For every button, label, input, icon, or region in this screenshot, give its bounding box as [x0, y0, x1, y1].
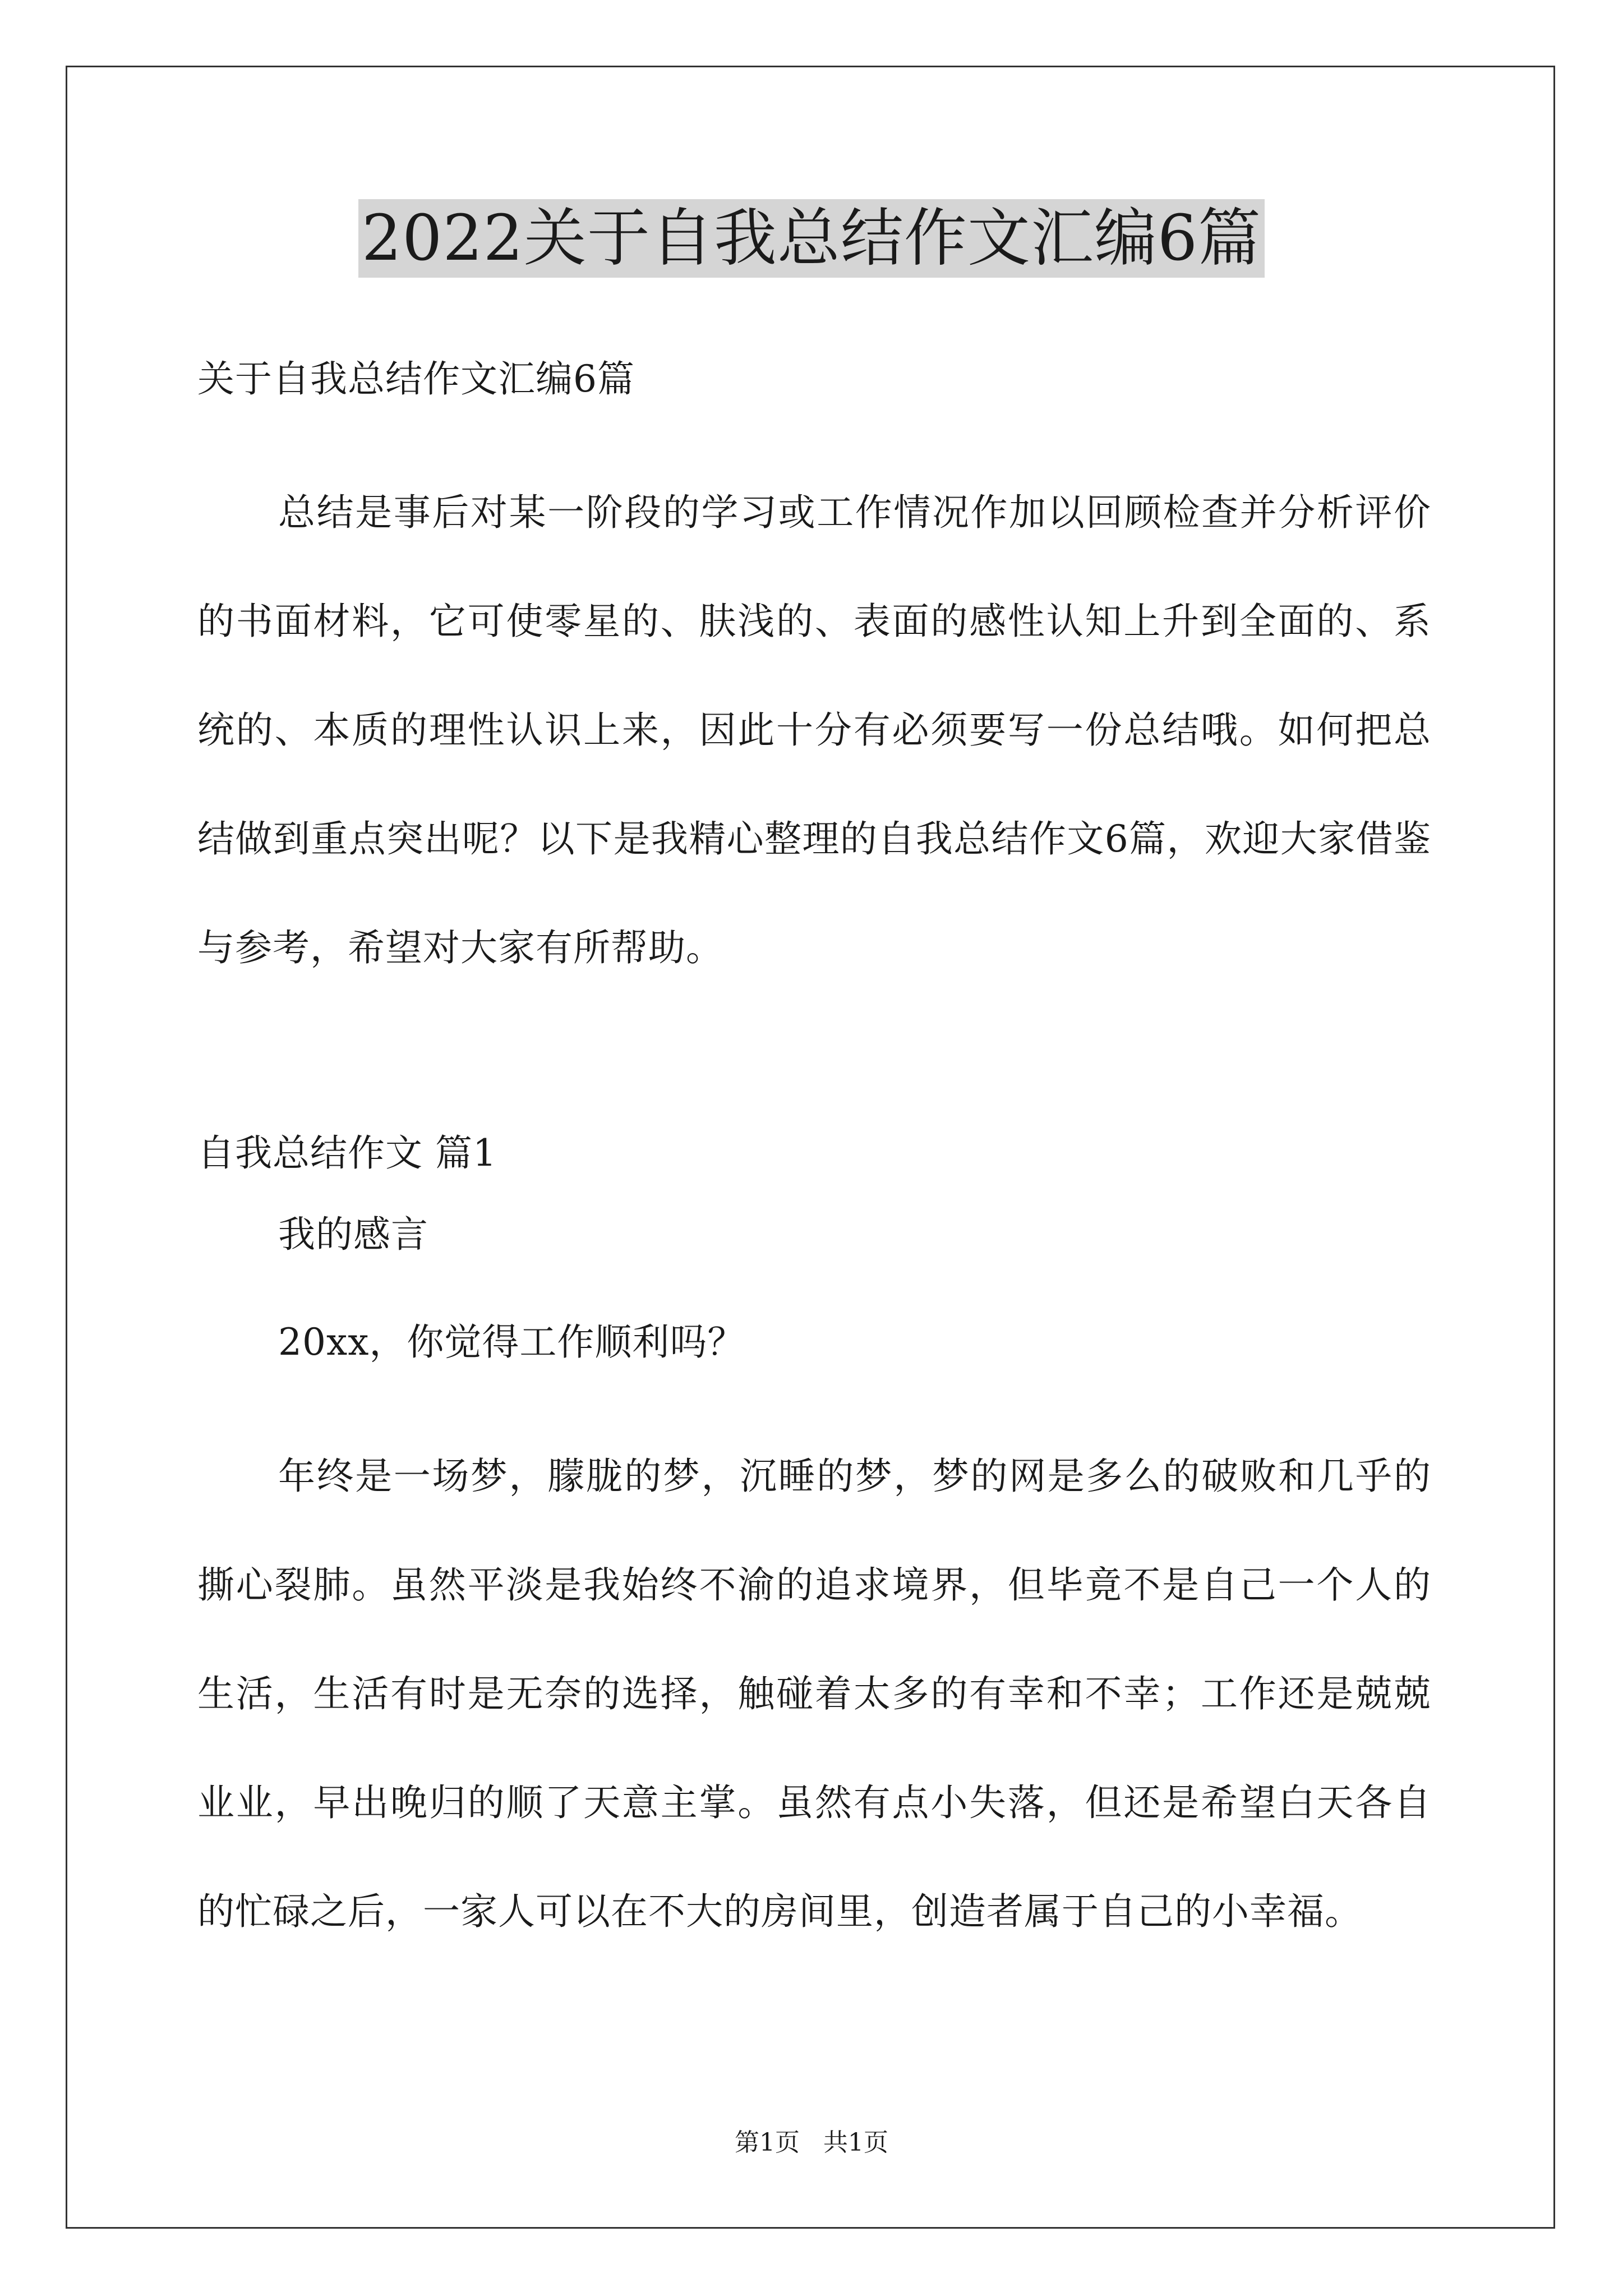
document-title: 2022关于自我总结作文汇编6篇: [358, 199, 1265, 278]
intro-paragraph: 总结是事后对某一阶段的学习或工作情况作加以回顾检查并分析评价的书面材料，它可使零星的、肤浅的、表面的感性认知上升到全面的、系统的、本质的理性认识上来，因此十分有必须要写一份总结哦。如何把总结做到重点突出呢？以下是我精心整理的自我总结作文6篇，欢迎大家借鉴与参考，希望对大家有所帮助。: [197, 491, 1431, 969]
title-container: [0, 199, 1623, 278]
paragraph-my-thoughts: 我的感言: [278, 1213, 428, 1256]
page-footer: 第1页 共1页: [735, 2128, 888, 2157]
paragraph-main: 年终是一场梦，朦胧的梦，沉睡的梦，梦的网是多么的破败和几乎的撕心裂肺。虽然平淡是我始终不渝的追求境界，但毕竟不是自己一个人的生活，生活有时是无奈的选择，触碰着太多的有幸和不幸；工作还是兢兢业业，早出晚归的顺了天意主掌。虽然有点小失落，但还是希望白天各自的忙碌之后，一家人可以在不大的房间里，创造者属于自己的小幸福。: [197, 1455, 1431, 1933]
section-heading: 自我总结作文 篇1: [197, 1131, 497, 1175]
paragraph-question: 20xx，你觉得工作顺利吗？: [278, 1320, 745, 1364]
document-subtitle: 关于自我总结作文汇编6篇: [197, 357, 635, 401]
